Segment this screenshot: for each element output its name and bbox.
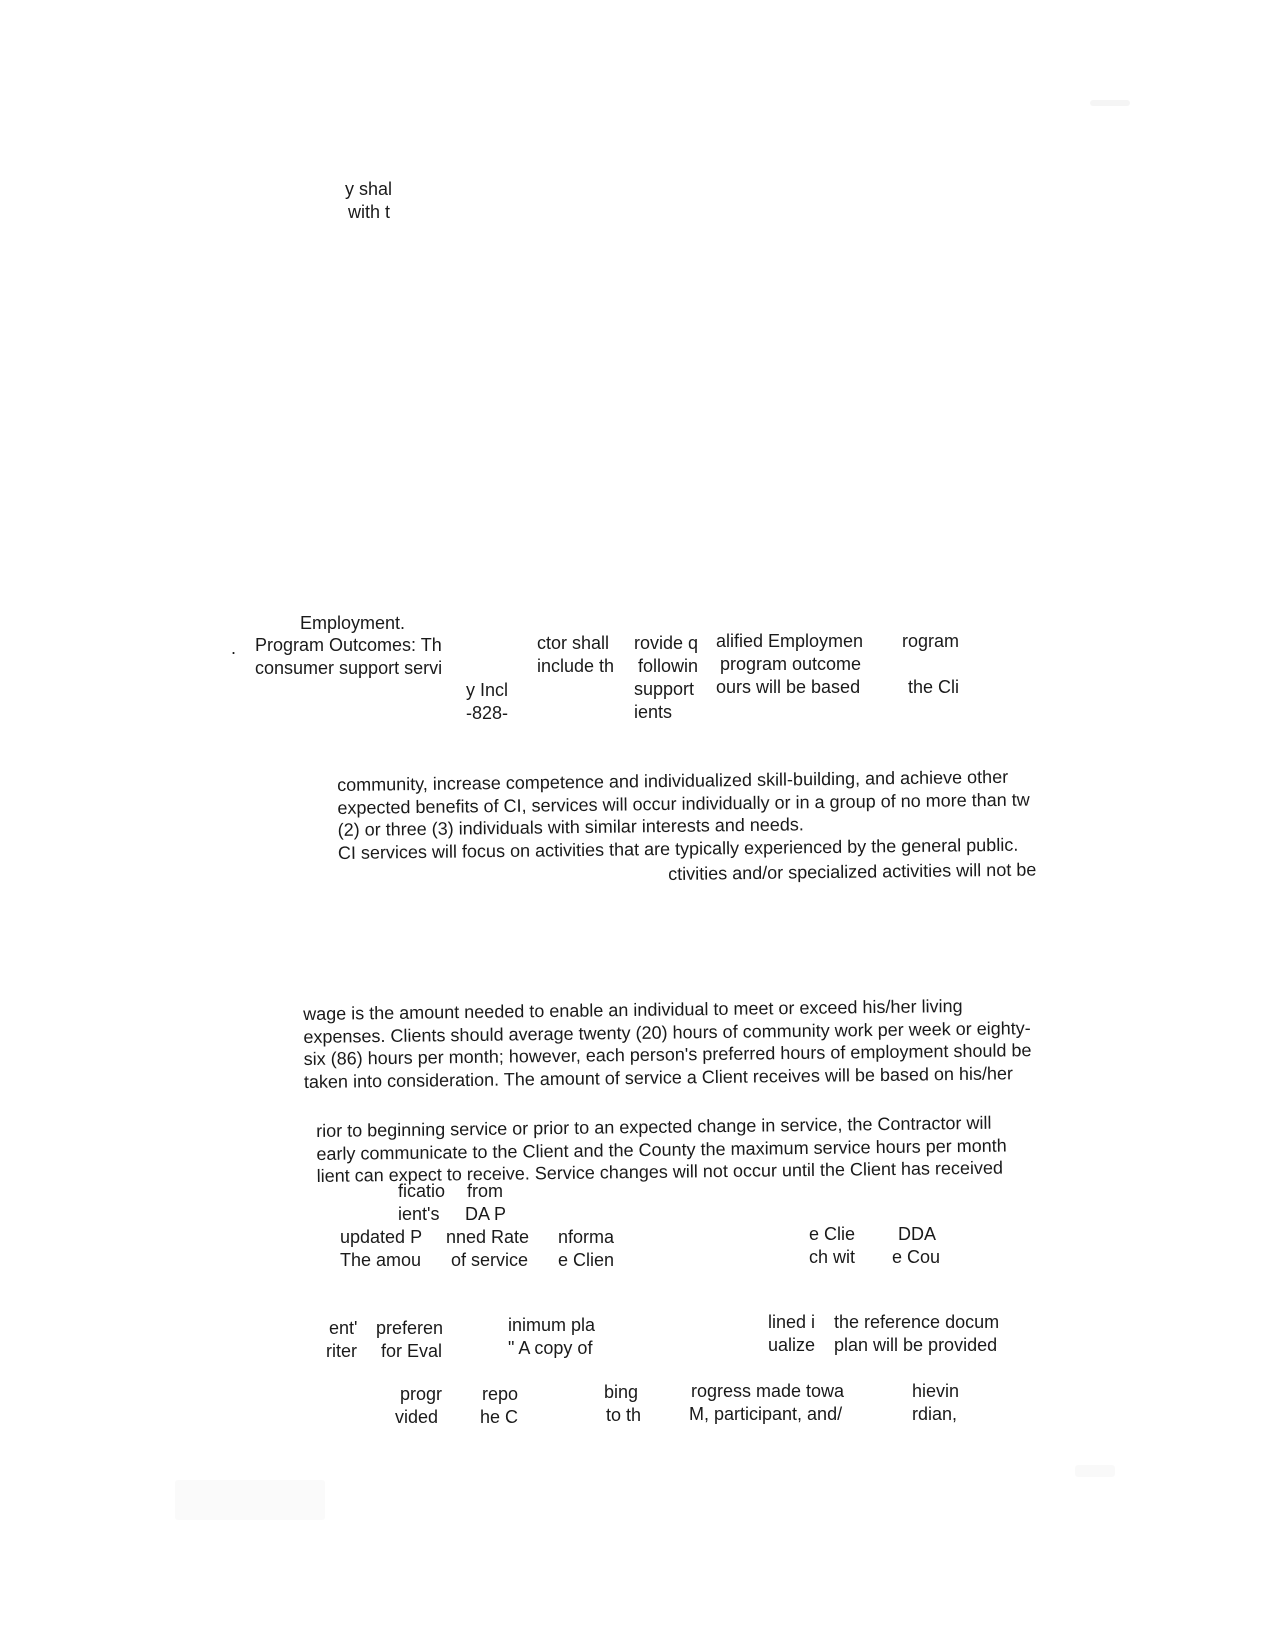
fragment: preferen — [376, 1318, 444, 1338]
fragment: lined i — [768, 1312, 816, 1332]
top-fragment-line-1: y shal — [345, 179, 393, 199]
paragraph-line: taken into consideration. The amount of service a Client receives will be based on his/her — [303, 1062, 1014, 1092]
top-fragment-line-2: with t — [348, 202, 391, 222]
fragment: y Incl — [466, 680, 509, 700]
paragraph-line: early communicate to the Client and the County the maximum service hours per month — [316, 1135, 1007, 1164]
bullet-marker: . — [231, 638, 237, 658]
scan-smudge — [1090, 100, 1130, 106]
scan-smudge — [1075, 1465, 1115, 1477]
paragraph-line: rior to beginning service or prior to an expected change in service, the Contractor will — [316, 1112, 992, 1141]
fragment: inimum pla — [508, 1315, 596, 1335]
fragment: rdian, — [912, 1404, 958, 1424]
paragraph-line: community, increase competence and individualized skill-building, and achieve other — [337, 766, 1009, 795]
program-outcomes-label: Program Outcomes: Th — [255, 635, 442, 655]
fragment: nned Rate — [446, 1227, 530, 1247]
fragment: the Cli — [908, 677, 960, 697]
fragment: updated P — [340, 1227, 423, 1247]
fragment: ualize — [768, 1335, 816, 1355]
fragment: ficatio — [398, 1181, 446, 1201]
paragraph-line: expected benefits of CI, services will occur individually or in a group of no more than tw — [337, 789, 1030, 818]
fragment: ctor shall — [537, 633, 610, 653]
fragment: DA P — [465, 1204, 507, 1224]
program-outcomes-label-line-2: consumer support servi — [255, 658, 443, 678]
fragment: ent' — [329, 1318, 358, 1338]
fragment: " A copy of — [508, 1338, 593, 1358]
fragment: rovide q — [634, 633, 699, 653]
section-heading-employment: Employment. — [300, 613, 406, 633]
fragment: rogram — [902, 631, 960, 651]
fragment: bing — [604, 1382, 639, 1402]
fragment: include th — [537, 656, 615, 676]
paragraph-line: (2) or three (3) individuals with similar interests and needs. — [337, 814, 804, 840]
fragment: ch wit — [809, 1247, 856, 1267]
fragment: followin — [638, 656, 699, 676]
fragment: the reference docum — [834, 1312, 1000, 1332]
scan-smudge — [175, 1480, 325, 1520]
fragment: riter — [326, 1341, 357, 1361]
fragment: for Eval — [381, 1341, 443, 1361]
paragraph-line: CI services will focus on activities that are typically experienced by the general public. — [337, 834, 1019, 863]
fragment: The amou — [340, 1250, 422, 1270]
fragment: alified Employmen — [716, 631, 864, 651]
service-change-paragraph — [316, 1112, 1007, 1188]
paragraph-line: wage is the amount needed to enable an individual to meet or exceed his/her living — [303, 995, 963, 1024]
wage-paragraph — [303, 994, 1032, 1093]
fragment: nforma — [558, 1227, 615, 1247]
fragment: ours will be based — [716, 677, 861, 697]
fragment: rogress made towa — [691, 1381, 845, 1401]
fragment: M, participant, and/ — [689, 1404, 843, 1424]
fragment: to th — [606, 1405, 642, 1425]
paragraph-line: lient can expect to receive. Service changes will not occur until the Client has received — [316, 1157, 1004, 1186]
fragment: of service — [451, 1250, 529, 1270]
fragment: from — [467, 1181, 503, 1201]
fragment: progr — [400, 1384, 443, 1404]
fragment: e Clie — [809, 1224, 856, 1244]
fragment: e Cou — [892, 1247, 941, 1267]
fragment: program outcome — [720, 654, 862, 674]
fragment: plan will be provided — [834, 1335, 998, 1355]
fragment: repo — [482, 1384, 519, 1404]
fragment: -828- — [466, 703, 509, 723]
fragment: support — [634, 679, 695, 699]
fragment: he C — [480, 1407, 519, 1427]
ci-services-paragraph — [337, 766, 1030, 864]
paragraph-line: six (86) hours per month; however, each person's preferred hours of employment should be — [303, 1040, 1032, 1069]
fragment: vided — [395, 1407, 439, 1427]
paragraph-line: expenses. Clients should average twenty (20) hours of community work per week or eighty- — [303, 1017, 1031, 1047]
ci-fragment: ctivities and/or specialized activities will not be — [668, 859, 1037, 884]
fragment: ients — [634, 702, 673, 722]
fragment: DDA — [898, 1224, 937, 1244]
fragment: e Clien — [558, 1250, 615, 1270]
fragment: ient's — [398, 1204, 440, 1224]
fragment: hievin — [912, 1381, 960, 1401]
